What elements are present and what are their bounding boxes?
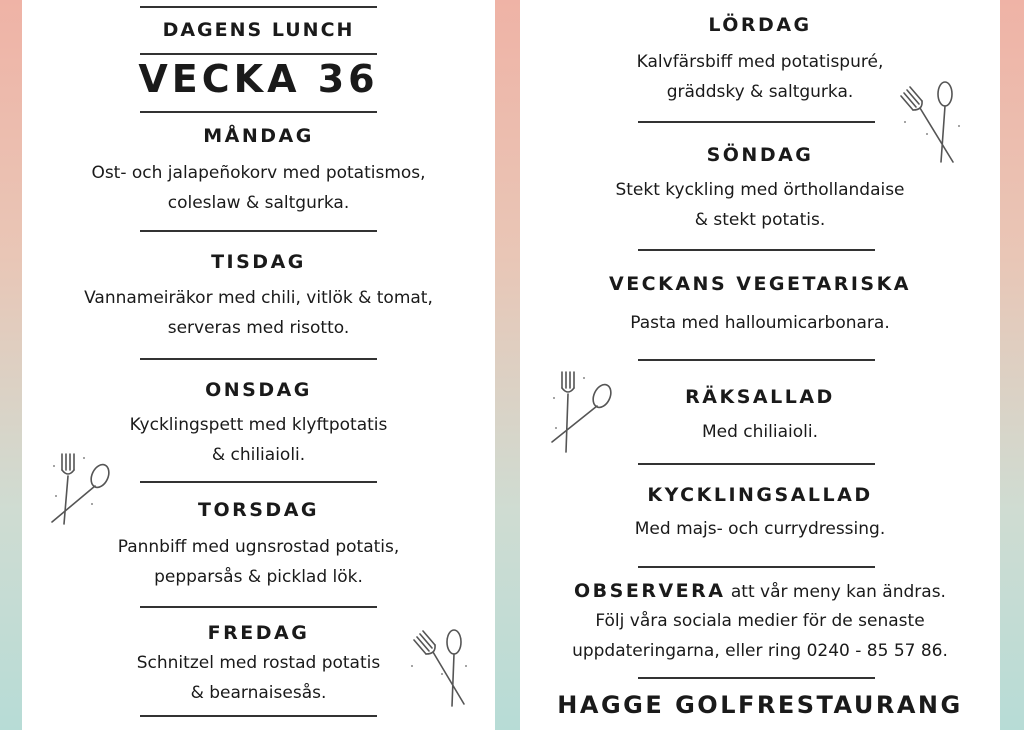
divider bbox=[140, 606, 377, 608]
dish-line: Vannameiräkor med chili, vitlök & tomat, bbox=[84, 288, 433, 308]
fork-and-spoon-icon bbox=[897, 78, 967, 168]
dish-line: Stekt kyckling med örthollandaise bbox=[615, 180, 905, 200]
dish-line: gräddsky & saltgurka. bbox=[666, 82, 854, 102]
dish-line: Kalvfärsbiff med potatispuré, bbox=[636, 52, 884, 72]
day-name: TORSDAG bbox=[198, 499, 319, 521]
menu-panel-left bbox=[22, 0, 495, 730]
notice-text: att vår meny kan ändras. bbox=[725, 582, 946, 602]
fork-and-spoon-icon bbox=[44, 446, 114, 531]
dish-line: Schnitzel med rostad potatis bbox=[136, 653, 381, 673]
notice-line: Följ våra sociala medier för de senaste bbox=[595, 611, 925, 631]
menu-panel-right bbox=[520, 0, 1000, 730]
day-name: ONSDAG bbox=[205, 379, 312, 401]
divider bbox=[638, 463, 875, 465]
dish-line: serveras med risotto. bbox=[167, 318, 350, 338]
divider bbox=[140, 481, 377, 483]
divider bbox=[140, 358, 377, 360]
day-name: LÖRDAG bbox=[708, 14, 812, 36]
divider bbox=[140, 53, 377, 55]
notice-line bbox=[520, 576, 1000, 607]
dish-line: pepparsås & picklad lök. bbox=[154, 567, 363, 587]
dish-line: coleslaw & saltgurka. bbox=[167, 193, 350, 213]
special-name: KYCKLINGSALLAD bbox=[647, 484, 873, 506]
special-name: VECKANS VEGETARISKA bbox=[608, 273, 911, 295]
day-name: SÖNDAG bbox=[706, 144, 814, 166]
dish-line: Med chiliaioli. bbox=[701, 422, 818, 442]
divider bbox=[140, 6, 377, 8]
dish-line: Kycklingspett med klyftpotatis bbox=[129, 415, 388, 435]
dish-line: & bearnaisesås. bbox=[190, 683, 327, 703]
divider bbox=[638, 121, 875, 123]
dish-line: Pannbiff med ugnsrostad potatis, bbox=[117, 537, 400, 557]
special-name: RÄKSALLAD bbox=[685, 386, 835, 408]
divider bbox=[140, 230, 377, 232]
fork-and-spoon-icon bbox=[406, 626, 476, 711]
dish-line: & chiliaioli. bbox=[211, 445, 306, 465]
day-name: MÅNDAG bbox=[203, 125, 314, 147]
divider bbox=[140, 715, 377, 717]
divider bbox=[638, 566, 875, 568]
dish-line: Pasta med halloumicarbonara. bbox=[630, 313, 890, 333]
divider bbox=[140, 111, 377, 113]
day-name: FREDAG bbox=[207, 622, 310, 644]
dish-line: Ost- och jalapeñokorv med potatismos, bbox=[91, 163, 426, 183]
dish-line: Med majs- och currydressing. bbox=[634, 519, 886, 539]
notice-line: uppdateringarna, eller ring 0240 - 85 57 86. bbox=[572, 641, 948, 661]
day-name: TISDAG bbox=[211, 251, 306, 273]
week-title: VECKA 36 bbox=[138, 57, 379, 101]
restaurant-name: HAGGE GOLFRESTAURANG bbox=[557, 691, 963, 719]
divider bbox=[638, 677, 875, 679]
divider bbox=[638, 359, 875, 361]
menu-kicker: DAGENS LUNCH bbox=[162, 19, 355, 41]
notice-bold: OBSERVERA bbox=[574, 580, 726, 602]
divider bbox=[638, 249, 875, 251]
dish-line: & stekt potatis. bbox=[694, 210, 826, 230]
fork-and-spoon-icon bbox=[548, 368, 618, 458]
